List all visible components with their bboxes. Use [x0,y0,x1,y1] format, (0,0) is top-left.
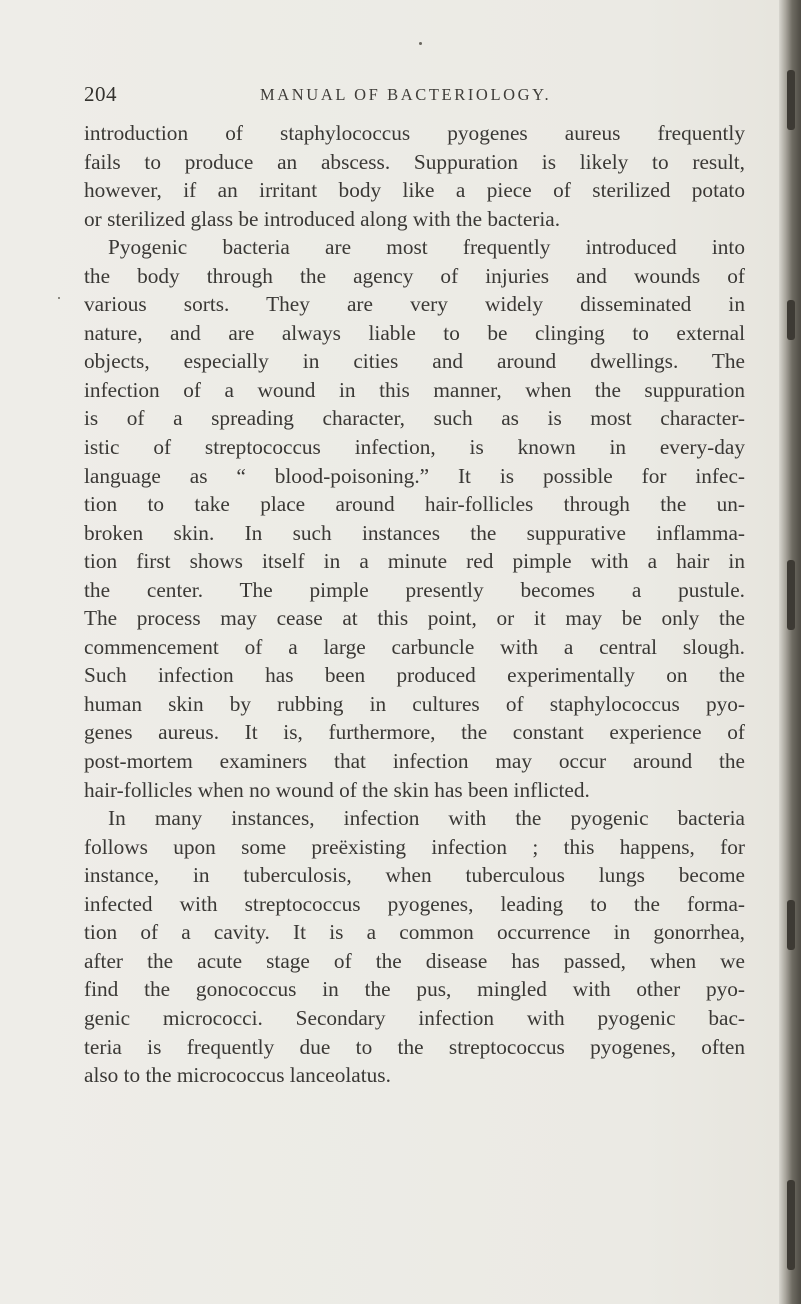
text-line: is of a spreading character, such as is most character- [84,406,745,431]
text-line: language as “ blood-poisoning.” It is possible for infec- [84,463,745,488]
text-line: broken skin. In such instances the suppurative inflamma- [84,520,745,545]
text-line: tion to take place around hair-follicles through the un- [84,492,745,517]
edge-mark [787,900,795,950]
text-line: commencement of a large carbuncle with a central slough. [84,634,745,659]
text-line: Such infection has been produced experimentally on the [84,663,745,688]
text-line: find the gonococcus in the pus, mingled with other pyo- [84,977,745,1002]
text-line: or sterilized glass be introduced along with the bacteria. [84,206,561,231]
text-line: fails to produce an abscess. Suppuration is likely to result, [84,149,745,174]
text-line: tion first shows itself in a minute red pimple with a hair in [84,549,745,574]
text-line: human skin by rubbing in cultures of staphylococcus pyo- [84,691,745,716]
text-line: Pyogenic bacteria are most frequently introduced into [108,235,745,260]
paper-speck [58,297,60,299]
text-line: the center. The pimple presently becomes a pustule. [84,577,745,602]
text-line: various sorts. They are very widely disseminated in [84,292,745,317]
running-head: MANUAL OF BACTERIOLOGY. [260,85,552,104]
edge-mark [787,1180,795,1270]
text-line: objects, especially in cities and around dwellings. The [84,349,745,374]
text-line: genes aureus. It is, furthermore, the constant experience of [84,720,745,745]
text-line: instance, in tuberculosis, when tuberculous lungs become [84,863,745,888]
edge-mark [787,300,795,340]
text-line: genic micrococci. Secondary infection with pyogenic bac- [84,1005,745,1030]
text-line: infected with streptococcus pyogenes, leading to the forma- [84,891,745,916]
text-line: tion of a cavity. It is a common occurrence in gonorrhea, [84,920,745,945]
text-line: after the acute stage of the disease has passed, when we [84,948,745,973]
paper-speck [419,42,422,45]
edge-mark [787,560,795,630]
text-line: teria is frequently due to the streptococcus pyogenes, often [84,1034,745,1059]
text-line: introduction of staphylococcus pyogenes aureus frequently [84,121,745,145]
text-line: follows upon some preëxisting infection ; this happens, for [84,834,745,859]
text-line: hair-follicles when no wound of the skin has been inflicted. [84,777,590,802]
text-line: also to the micrococcus lanceolatus. [84,1063,391,1088]
edge-mark [787,70,795,130]
page-number: 204 [84,82,117,106]
text-line: The process may cease at this point, or it may be only the [84,606,745,631]
text-line: In many instances, infection with the pyogenic bacteria [108,806,745,831]
text-line: infection of a wound in this manner, when the suppuration [84,377,745,402]
page-edge-shadow [779,0,801,1304]
text-line: istic of streptococcus infection, is known in every-day [84,435,745,460]
text-line: post-mortem examiners that infection may occur around the [84,749,745,774]
body-text [84,119,745,1090]
text-line: nature, and are always liable to be clinging to external [84,320,745,345]
page-header [84,82,744,108]
text-line: the body through the agency of injuries and wounds of [84,263,745,288]
text-line: however, if an irritant body like a piece of sterilized potato [84,178,745,203]
